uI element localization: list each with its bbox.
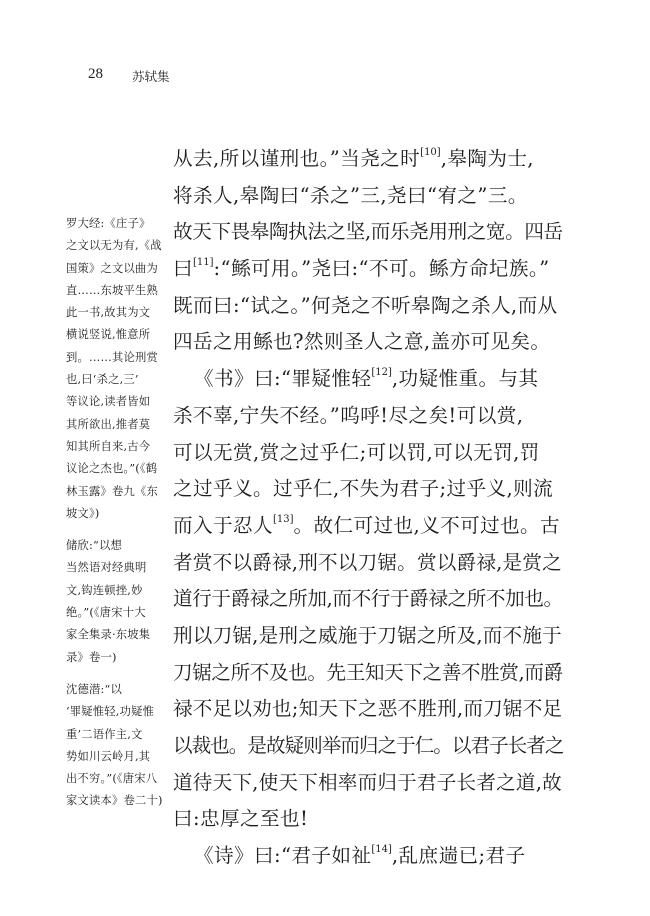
- text-run: 。故仁可过也,义不可过也。古: [293, 513, 561, 537]
- body-line: 者赏不以爵禄,刑不以刀锯。赏以爵禄,是赏之: [173, 550, 562, 574]
- body-line: 刑以刀锯,是刑之威施于刀锯之所及,而不施于: [173, 623, 562, 647]
- body-line: 故天下畏皋陶执法之坚,而乐尧用刑之宽。四岳: [173, 220, 563, 244]
- body-line: 既而曰:“试之。”何尧之不听皋陶之杀人,而从: [173, 293, 558, 317]
- note-line: 横说竖说,惟意所: [66, 328, 151, 342]
- margin-note: [66, 213, 164, 525]
- body-line: 之过乎义。过乎仁,不失为君子;过乎义,则流: [173, 477, 554, 501]
- body-line: [173, 141, 563, 178]
- body-line: 刀锯之所不及也。先王知天下之善不胜赏,而爵: [173, 660, 563, 684]
- note-line: 国策》之文以曲为: [66, 261, 158, 275]
- note-line: 录》卷一): [66, 650, 117, 664]
- body-line: 以裁也。是故疑则举而归之于仁。以君子长者之: [173, 734, 564, 757]
- body-line: 四岳之用鲧也?然则圣人之意,盖亦可见矣。: [173, 330, 551, 354]
- text-run: 《书》曰:“罪疑惟轻: [194, 367, 372, 391]
- note-line: 林玉露》卷九《东: [66, 484, 158, 498]
- footnote-ref[interactable]: [10]: [420, 147, 441, 158]
- note-line: 出不穷。”(《唐宋八: [66, 772, 158, 786]
- note-line: ‘罪疑惟轻,功疑惟: [66, 705, 155, 719]
- note-line: 此一书,故其为文: [66, 306, 151, 320]
- running-title: 苏轼集: [132, 69, 170, 84]
- note-line: 文,钩连顿挫,妙: [66, 583, 143, 597]
- body-text: [173, 141, 563, 875]
- note-line: 其所欲出,推者莫: [66, 417, 151, 431]
- footnote-ref[interactable]: [11]: [193, 257, 214, 269]
- note-line: 储欣:“以想: [66, 539, 122, 553]
- text-run: ,功疑惟重。与其: [391, 367, 539, 391]
- note-line: 罗大经:《庄子》: [66, 217, 151, 230]
- body-line: 将杀人,皋陶曰“杀之”三,尧曰“宥之”三。: [173, 183, 528, 207]
- note-line: 家文读本》卷二十): [66, 794, 163, 808]
- text-run: ,乱庶遄已;君子: [391, 844, 526, 868]
- footnote-ref[interactable]: [14]: [371, 844, 392, 856]
- page-number: 28: [88, 66, 103, 82]
- text-run: :“鲧可用。”尧曰:“不可。鲧方命圮族。”: [213, 257, 550, 281]
- note-line: 绝。”(《唐宋十大: [66, 606, 146, 620]
- text-run: ,皋陶为士,: [440, 147, 534, 170]
- text-run: 从去,所以谨刑也。”当尧之时: [173, 147, 421, 170]
- margin-note: [66, 679, 164, 813]
- note-line: 也,曰‘杀之,三’: [66, 373, 139, 387]
- paragraph-start-line: [173, 838, 563, 875]
- note-line: 坡文》): [66, 506, 100, 520]
- note-line: 到。……其论刑赏: [66, 350, 158, 364]
- body-line: [173, 251, 563, 288]
- note-line: 直……东坡平生熟: [66, 283, 158, 297]
- body-line: 曰:忠厚之至也!: [173, 807, 309, 831]
- body-line: [173, 508, 563, 545]
- body-line: 道待天下,使天下相率而归于君子长者之道,故: [173, 770, 562, 794]
- body-line: 杀不辜,宁失不经。”呜呼!尽之矣!可以赏,: [173, 403, 524, 427]
- body-line: 可以无赏,赏之过乎仁;可以罚,可以无罚,罚: [173, 440, 540, 464]
- text-run: 而入于忍人: [173, 513, 273, 537]
- body-line: 禄不足以劝也;知天下之恶不胜刑,而刀锯不足: [173, 697, 563, 721]
- text-run: 《诗》曰:“君子如祉: [194, 844, 372, 868]
- margin-notes: [66, 213, 164, 823]
- note-line: 知其所自来,古今: [66, 439, 151, 453]
- margin-note: [66, 535, 164, 669]
- note-line: 之文以无为有,《战: [66, 239, 162, 253]
- note-line: 家全集录·东坡集: [66, 628, 151, 642]
- body-line: 道行于爵禄之所加,而不行于爵禄之所不加也。: [173, 587, 563, 611]
- footnote-ref[interactable]: [13]: [272, 513, 294, 525]
- text-run: 曰: [173, 257, 193, 281]
- paragraph-start-line: [173, 361, 563, 398]
- note-line: 重’二语作主,文: [66, 727, 143, 741]
- note-line: 当然语对经典明: [66, 561, 147, 575]
- footnote-ref[interactable]: [12]: [371, 367, 392, 379]
- note-line: 势如川云岭月,其: [66, 749, 151, 763]
- note-line: 沈德潜:“以: [66, 682, 122, 696]
- note-line: 等议论,读者皆如: [66, 395, 151, 409]
- note-line: 议论之杰也。”(《鹤: [66, 462, 158, 476]
